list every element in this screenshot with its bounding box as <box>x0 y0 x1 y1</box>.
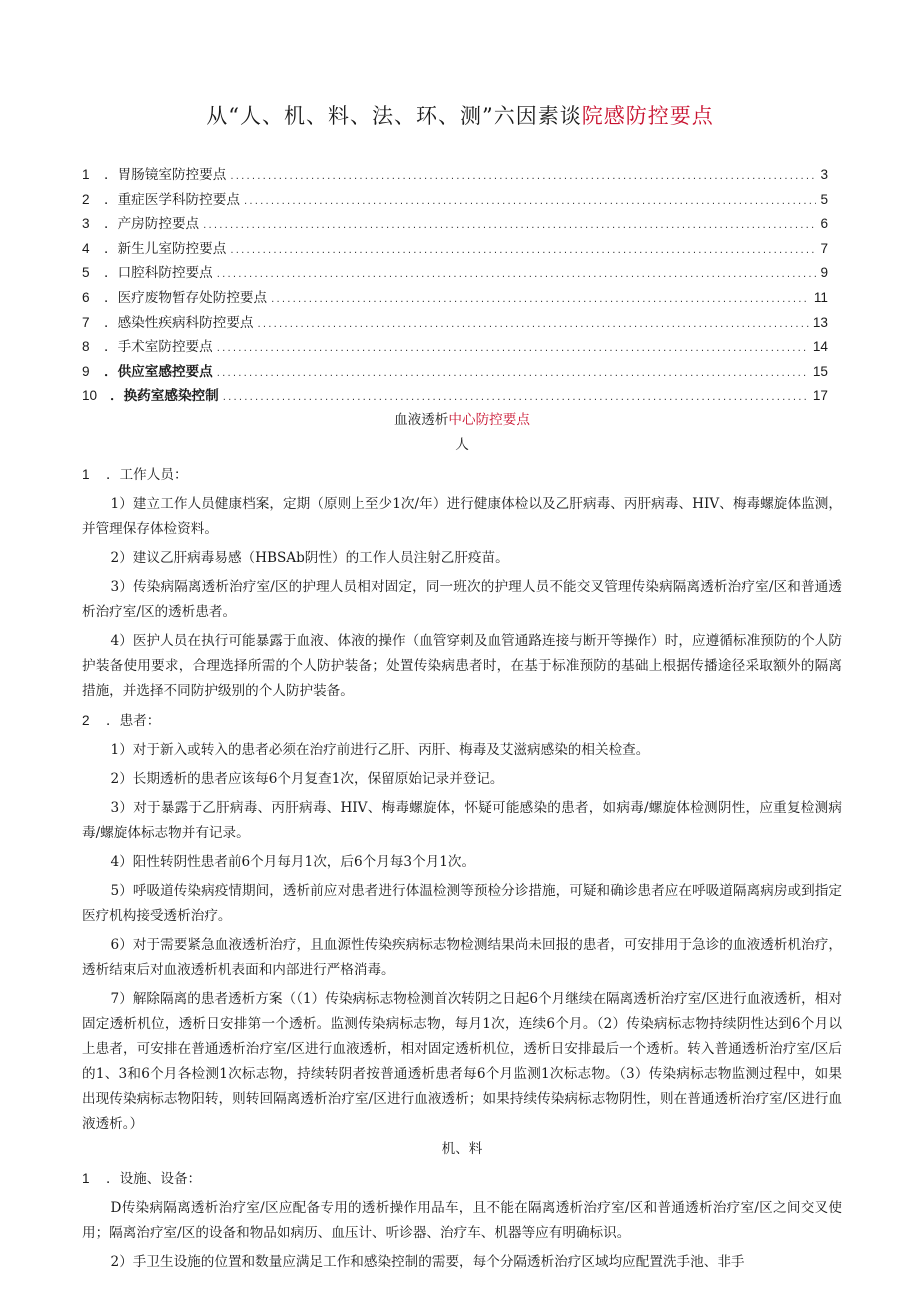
section-heading <box>82 408 842 433</box>
patients-heading-text: ．患者： <box>106 713 161 729</box>
patients-heading <box>82 708 842 734</box>
toc-page: 6 <box>820 216 828 232</box>
toc-leader <box>271 294 810 305</box>
paragraph: 4）阳性转阴性患者前6个月每月1次，后6个月每3个月1次。 <box>110 854 476 870</box>
paragraph: 3）对于暴露于乙肝病毒、丙肝病毒、HIV、梅毒螺旋体，怀疑可能感染的患者，如病毒/螺旋体检测阴性，应重复检测病毒/螺旋体标志物并有记录。 <box>82 800 842 841</box>
subsection-jiliao: 机、料 <box>441 1141 483 1157</box>
facilities-heading <box>82 1166 842 1192</box>
toc-number: 9 <box>82 363 90 379</box>
toc-entry[interactable] <box>82 261 828 286</box>
facilities-number: 1 <box>82 1171 90 1186</box>
section-heading-highlight: 中心防控要点 <box>448 412 530 428</box>
toc-entry[interactable] <box>82 360 828 385</box>
toc-leader <box>244 196 817 207</box>
toc-number: 4 <box>82 240 90 256</box>
title-main: 从“人、机、料、法、环、测”六因素谈 <box>206 104 582 128</box>
toc-page: 14 <box>812 339 828 355</box>
toc-page: 11 <box>813 289 828 305</box>
toc-entry[interactable] <box>82 188 828 213</box>
toc-number: 3 <box>82 216 90 232</box>
toc-leader <box>230 171 816 182</box>
toc-leader <box>230 245 816 256</box>
toc-page: 9 <box>820 265 828 281</box>
toc-entry[interactable] <box>82 286 828 311</box>
toc-number: 1 <box>82 167 90 182</box>
paragraph: 1）对于新入或转入的患者必须在治疗前进行乙肝、丙肝、梅毒及艾滋病感染的相关检查。 <box>110 742 650 758</box>
paragraph: D传染病隔离透析治疗室/区应配备专用的透析操作用品车，且不能在隔离透析治疗室/区和普通透析治疗室/区之间交叉使用；隔离治疗室/区的设备和物品如病历、血压计、听诊器、治疗车、机器等应有明确标识。 <box>82 1200 842 1241</box>
toc-leader <box>223 392 809 403</box>
toc-entry[interactable] <box>82 163 828 188</box>
paragraph: 6）对于需要紧急血液透析治疗，且血源性传染疾病标志物检测结果尚未回报的患者，可安排用于急诊的血液透析机治疗，透析结束后对血液透析机表面和内部进行严格消毒。 <box>82 937 842 978</box>
toc-label: ．新生儿室防控要点 <box>104 240 227 257</box>
toc-page: 5 <box>820 191 828 207</box>
table-of-contents <box>82 163 828 409</box>
toc-leader <box>217 343 809 354</box>
toc-entry[interactable] <box>82 384 828 409</box>
paragraph: 5）呼吸道传染病疫情期间，透析前应对患者进行体温检测等预检分诊措施，可疑和确诊患者应在呼吸道隔离病房或到指定医疗机构接受透析治疗。 <box>82 883 842 924</box>
toc-entry[interactable] <box>82 335 828 360</box>
toc-label: ．供应室感控要点 <box>104 363 213 380</box>
paragraph: 7）解除隔离的患者透析方案（（1）传染病标志物检测首次转阴之日起6个月继续在隔离透析治疗室/区进行血液透析，相对固定透析机位，透析日安排第一个透析。监测传染病标志物，每月1次，连续6个月。（2）传染病标志物持续阴性达到6个月以上患者，可安排在普通透析治疗室/区进行血液透析，相对固定透析机位，透析日安排最后一个透析。转入普通透析治疗室/区后的1、3和6个月各检测1次标志物，持续转阴者按普通透析患者每6个月监测1次标志物。（3）传染病标志物监测过程中，如果出现传染病标志物阳转，则转回隔离透析治疗室/区进行血液透析；如果持续传染病标志物阴性，则在普通透析治疗室/区进行血液透析。） <box>82 991 842 1132</box>
toc-number: 10 <box>82 388 98 404</box>
toc-number: 2 <box>82 191 90 207</box>
toc-page: 13 <box>812 314 828 330</box>
subsection-ren: 人 <box>455 437 469 453</box>
paragraph: 2）长期透析的患者应该每6个月复查1次，保留原始记录并登记。 <box>110 771 504 787</box>
paragraph: 4）医护人员在执行可能暴露于血液、体液的操作（血管穿刺及血管通路连接与断开等操作）时，应遵循标准预防的个人防护装备使用要求，合理选择所需的个人防护装备；处置传染病患者时，在基于标准预防的基础上根据传播途径采取额外的隔离措施，并选择不同防护级别的个人防护装备。 <box>82 633 842 699</box>
toc-leader <box>258 319 809 330</box>
paragraph: 1）建立工作人员健康档案，定期（原则上至少1次/年）进行健康体检以及乙肝病毒、丙肝病毒、HIV、梅毒螺旋体监测，并管理保存体检资料。 <box>82 496 842 537</box>
toc-label: ．手术室防控要点 <box>104 339 213 356</box>
toc-page: 3 <box>820 167 828 182</box>
toc-entry[interactable] <box>82 311 828 336</box>
facilities-heading-text: ．设施、设备： <box>106 1171 202 1187</box>
toc-page: 7 <box>820 240 828 256</box>
toc-label: ．产房防控要点 <box>104 216 200 233</box>
paragraph: 3）传染病隔离透析治疗室/区的护理人员相对固定，同一班次的护理人员不能交叉管理传染病隔离透析治疗室/区和普通透析治疗室/区的透析患者。 <box>82 579 842 620</box>
toc-label: ．重症医学科防控要点 <box>104 191 240 208</box>
toc-entry[interactable] <box>82 212 828 237</box>
patients-number: 2 <box>82 713 90 728</box>
staff-heading <box>82 462 842 488</box>
toc-label: ．胃肠镜室防控要点 <box>104 167 227 183</box>
section-heading-text: 血液透析 <box>394 412 449 428</box>
paragraph: 2）建议乙肝病毒易感（HBSAb阴性）的工作人员注射乙肝疫苗。 <box>110 550 509 566</box>
toc-page: 17 <box>812 388 828 404</box>
toc-label: ．感染性疾病科防控要点 <box>104 314 254 331</box>
toc-label: ．换药室感染控制 <box>110 388 219 405</box>
toc-number: 7 <box>82 314 90 330</box>
document-body <box>82 408 842 1275</box>
toc-number: 5 <box>82 265 90 281</box>
paragraph: 2）手卫生设施的位置和数量应满足工作和感染控制的需要，每个分隔透析治疗区域均应配置洗手池、非手 <box>110 1254 745 1270</box>
toc-number: 6 <box>82 289 90 305</box>
toc-label: ．医疗废物暂存处防控要点 <box>104 289 268 306</box>
toc-leader <box>217 368 809 379</box>
toc-leader <box>217 269 817 280</box>
staff-heading-text: ．工作人员： <box>106 467 188 483</box>
toc-leader <box>203 220 816 231</box>
toc-entry[interactable] <box>82 237 828 262</box>
toc-label: ．口腔科防控要点 <box>104 265 213 282</box>
toc-page: 15 <box>812 363 828 379</box>
title-highlight: 院感防控要点 <box>581 104 714 128</box>
document-title <box>0 100 920 130</box>
staff-number: 1 <box>82 467 90 482</box>
toc-number: 8 <box>82 339 90 355</box>
